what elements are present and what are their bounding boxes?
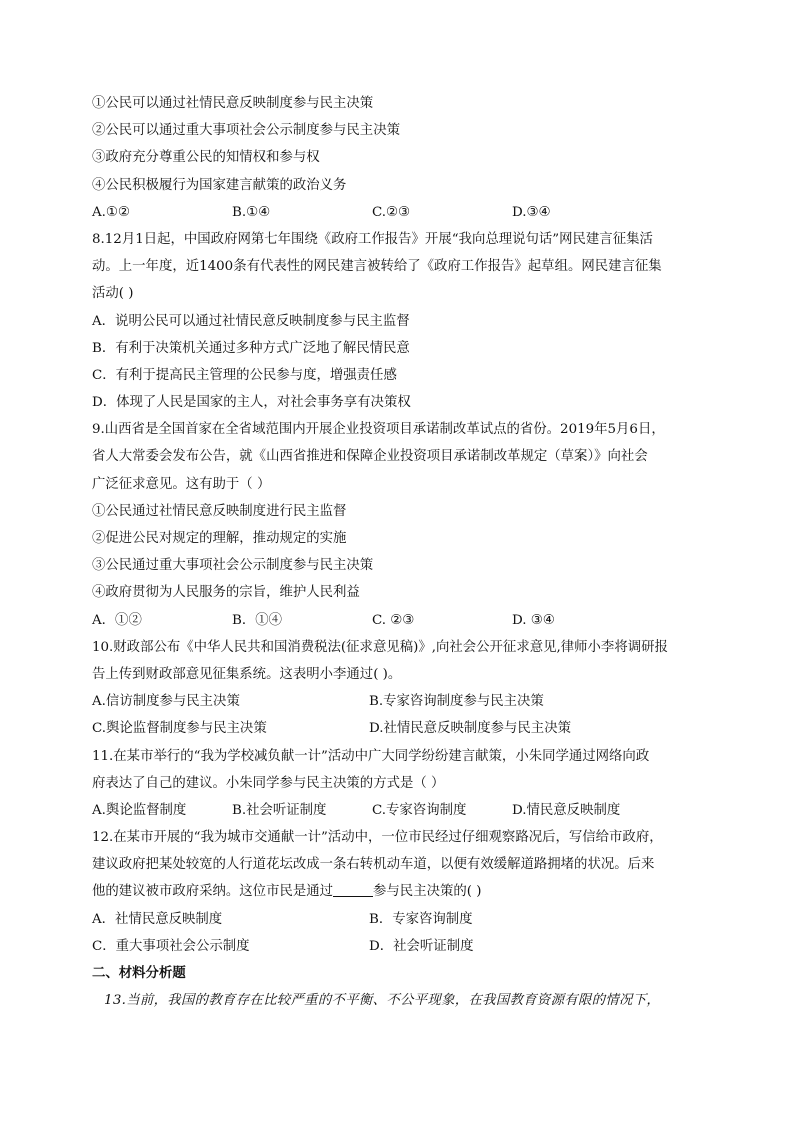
q11-option-a: A.舆论监督制度 [92,802,187,818]
q10-option-b: B.专家咨询制度参与民主决策 [369,694,544,710]
q11-option-c: C.专家咨询制度 [372,802,467,818]
q7-item-2: ②公民可以通过重大事项社会公示制度参与民主决策 [92,123,400,139]
q13-first-line: 13.当前，我国的教育存在比较严重的不平衡、不公平现象，在我国教育资源有限的情况下， [104,993,661,1008]
q9-item-4: ④政府贯彻为人民服务的宗旨，维护人民利益 [92,585,360,601]
q7-item-4: ④公民积极履行为国家建言献策的政治义务 [92,177,347,193]
q12-stem-line-1: 12.在某市开展的“我为城市交通献一计”活动中，一位市民经过仔细观察路况后，写信给市政府， [92,830,663,846]
q12-option-b: B．专家咨询制度 [369,911,473,927]
q10-stem-line-2: 告上传到财政部意见征集系统。这表明小李通过( )。 [92,666,402,682]
q9-option-d: D. ③④ [512,612,555,628]
section-heading: 二、材料分析题 [92,966,186,981]
q8-stem-line-3: 活动( ) [92,286,134,302]
q11-option-d: D.情民意反映制度 [512,802,621,818]
q7-option-d: D.③④ [512,204,551,220]
q12-stem-after-blank: 参与民主决策的( ) [373,884,482,900]
q11-stem-line-2: 府表达了自己的建议。小朱同学参与民主决策的方式是（ ） [92,775,445,791]
q12-option-c: C．重大事项社会公示制度 [92,938,250,954]
q7-options [92,199,702,226]
q10-option-d: D.社情民意反映制度参与民主决策 [369,721,571,737]
q9-item-3: ③公民通过重大事项社会公示制度参与民主决策 [92,558,374,574]
q9-item-2: ②促进公民对规定的理解，推动规定的实施 [92,531,347,546]
q11-option-b: B.社会听证制度 [232,802,327,818]
q12-options-row-1 [92,906,702,933]
q11-options [92,797,702,824]
q9-stem-line-2: 省人大常委会发布公告，就《山西省推进和保障企业投资项目承诺制改革规定（草案）》向社会 [92,449,648,465]
q10-options-row-1 [92,688,702,715]
q9-option-a: A．①② [92,612,142,628]
q8-option-d: D．体现了人民是国家的主人，对社会事务享有决策权 [92,395,411,411]
q9-stem-line-3: 广泛征求意见。这有助于（ ） [92,476,271,492]
q9-options [92,607,702,634]
q12-stem-line-3 [92,878,702,905]
q7-item-3: ③政府充分尊重公民的知情权和参与权 [92,150,320,166]
q10-option-a: A.信访制度参与民主决策 [92,694,240,710]
q10-option-c: C.舆论监督制度参与民主决策 [92,721,267,737]
q7-option-a: A.①② [92,204,130,220]
exam-page [92,90,702,1014]
q8-stem-line-2: 动。上一年度，近1400条有代表性的网民建言被转给了《政府工作报告》起草组。网民建言征集 [92,259,662,275]
q9-option-b: B．①④ [232,612,283,628]
q12-option-d: D．社会听证制度 [369,938,474,954]
q7-option-b: B.①④ [232,204,271,220]
q9-option-c: C. ②③ [372,612,415,628]
q9-stem-line-1: 9.山西省是全国首家在全省域范围内开展企业投资项目承诺制改革试点的省份。2019年5月6日， [92,422,665,438]
q12-stem-before-blank: 他的建议被市政府采纳。这位市民是通过 [92,884,334,900]
q8-stem-line-1: 8.12月1日起，中国政府网第七年围绕《政府工作报告》开展“我向总理说句话”网民建言征集活 [92,231,653,247]
answer-blank [333,882,373,897]
q9-item-1: ①公民通过社情民意反映制度进行民主监督 [92,503,347,519]
q8-option-b: B．有利于决策机关通过多种方式广泛地了解民情民意 [92,340,410,356]
q10-options-row-2 [92,715,702,742]
q7-option-c: C.②③ [372,204,411,220]
q10-stem-line-1: 10.财政部公布《中华人民共和国消费税法(征求意见稿)》,向社会公开征求意见,律师小李将调研报 [92,639,668,655]
q12-stem-line-2: 建议政府把某处较宽的人行道花坛改成一条右转机动车道，以便有效缓解道路拥堵的状况。后来 [92,857,655,873]
q8-option-a: A．说明公民可以通过社情民意反映制度参与民主监督 [92,313,410,329]
q12-options-row-2 [92,933,702,960]
q12-option-a: A．社情民意反映制度 [92,911,223,927]
q7-item-1: ①公民可以通过社情民意反映制度参与民主决策 [92,96,374,111]
q8-option-c: C．有利于提高民主管理的公民参与度，增强责任感 [92,367,397,383]
q11-stem-line-1: 11.在某市举行的“我为学校减负献一计”活动中广大同学纷纷建言献策，小朱同学通过网络向政 [92,748,650,764]
